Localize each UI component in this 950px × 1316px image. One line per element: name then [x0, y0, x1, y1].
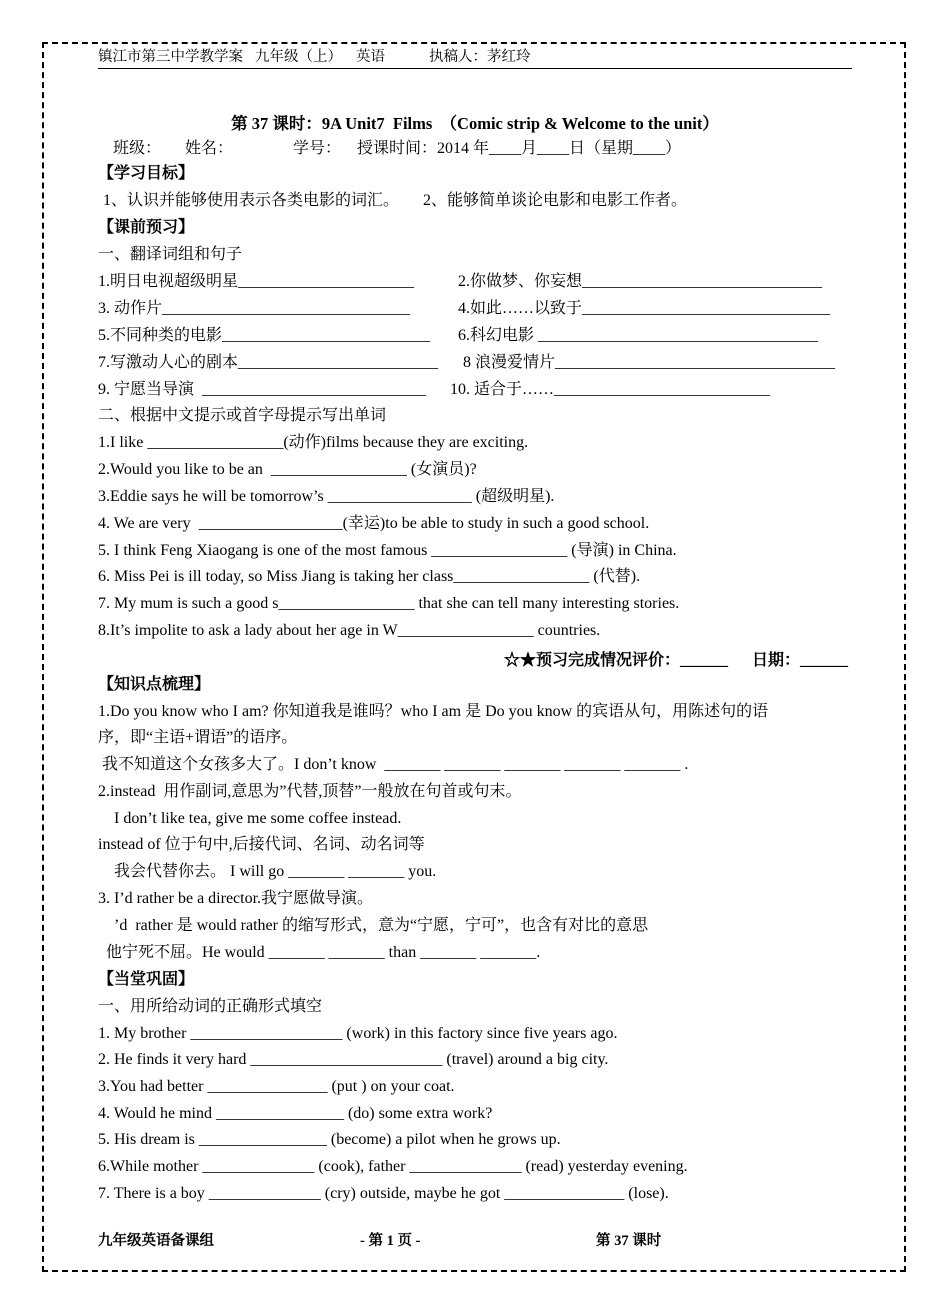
practice-heading: 【当堂巩固】	[98, 971, 195, 988]
knowledge-line-1: 1.Do you know who I am? 你知道我是谁吗？who I am 是 Do you know 的宾语从句，用陈述句的语	[98, 703, 769, 720]
knowledge-line-3: 我不知道这个女孩多大了。I don’t know _______ _______ _______ _______ _______ .	[98, 756, 689, 773]
translate-item-3: 3. 动作片_______________________________	[98, 300, 411, 317]
practice-item-7: 7. There is a boy ______________ (cry) outside, maybe he got _______________ (lose).	[98, 1185, 669, 1202]
header-grade: 九年级（上）	[255, 49, 342, 65]
preview-part2-heading: 二、根据中文提示或首字母提示写出单词	[98, 407, 387, 424]
header-author: 执稿人：茅红玲	[429, 49, 531, 65]
preview-rating: ☆★预习完成情况评价：______ 日期：______	[503, 652, 848, 669]
knowledge-line-7: 我会代替你去。 I will go _______ _______ you.	[98, 863, 437, 880]
practice-item-2: 2. He finds it very hard ________________________ (travel) around a big city.	[98, 1051, 609, 1068]
knowledge-line-2: 序，即“主语+谓语”的语序。	[98, 729, 298, 746]
translate-item-2: 2.你做梦、你妄想______________________________	[458, 273, 823, 290]
translate-item-4: 4.如此……以致于_______________________________	[458, 300, 831, 317]
translate-item-8: 8 浪漫爱情片___________________________________	[463, 354, 836, 371]
page-header	[98, 48, 852, 69]
fill-item-4: 4. We are very __________________(幸运)to be able to study in such a good school.	[98, 515, 650, 532]
lesson-title: 第 37 课时：9A Unit7 Films （Comic strip & Welcome to the unit）	[231, 114, 719, 133]
fill-item-3: 3.Eddie says he will be tomorrow’s __________________ (超级明星).	[98, 488, 555, 505]
practice-item-5: 5. His dream is ________________ (become) a pilot when he grows up.	[98, 1131, 561, 1148]
practice-item-3: 3.You had better _______________ (put ) on your coat.	[98, 1078, 455, 1095]
knowledge-line-8: 3. I’d rather be a director.我宁愿做导演。	[98, 890, 374, 907]
practice-item-6: 6.While mother ______________ (cook), father ______________ (read) yesterday evening.	[98, 1158, 688, 1175]
student-info-line: 班级： 姓名： 学号： 授课时间：2014 年____月____日（星期____）	[113, 140, 682, 157]
knowledge-heading: 【知识点梳理】	[98, 676, 211, 693]
footer-lesson: 第 37 课时	[596, 1233, 662, 1249]
fill-item-8: 8.It’s impolite to ask a lady about her age in W_________________ countries.	[98, 622, 601, 639]
fill-item-2: 2.Would you like to be an _________________ (女演员)?	[98, 461, 477, 478]
knowledge-line-4: 2.instead 用作副词,意思为”代替,顶替”一般放在句首或句末。	[98, 783, 522, 800]
practice-part1-heading: 一、用所给动词的正确形式填空	[98, 998, 323, 1015]
header-school: 镇江市第三中学教学案	[98, 49, 243, 65]
preview-heading: 【课前预习】	[98, 219, 195, 236]
translate-item-6: 6.科幻电影 ___________________________________	[458, 327, 819, 344]
footer-page-number: - 第 1 页 -	[360, 1233, 421, 1249]
fill-item-5: 5. I think Feng Xiaogang is one of the most famous _________________ (导演) in China.	[98, 542, 677, 559]
translate-item-10: 10. 适合于……___________________________	[450, 381, 771, 398]
header-subject: 英语	[356, 49, 385, 65]
knowledge-line-5: I don’t like tea, give me some coffee instead.	[98, 810, 402, 827]
objectives-text: 1、认识并能够使用表示各类电影的词汇。 2、能够简单谈论电影和电影工作者。	[103, 192, 688, 209]
translate-item-9: 9. 宁愿当导演 ____________________________	[98, 381, 427, 398]
fill-item-6: 6. Miss Pei is ill today, so Miss Jiang is taking her class_________________ (代替).	[98, 568, 641, 585]
translate-item-1: 1.明日电视超级明星______________________	[98, 273, 415, 290]
preview-part1-heading: 一、翻译词组和句子	[98, 246, 243, 263]
knowledge-line-9: ’d rather 是 would rather 的缩写形式，意为“宁愿，宁可”，也含有对比的意思	[98, 917, 649, 934]
fill-item-1: 1.I like _________________(动作)films because they are exciting.	[98, 434, 529, 451]
footer-group: 九年级英语备课组	[98, 1233, 214, 1249]
objectives-heading: 【学习目标】	[98, 165, 195, 182]
practice-item-4: 4. Would he mind ________________ (do) some extra work?	[98, 1105, 493, 1122]
knowledge-line-6: instead of 位于句中,后接代词、名词、动名词等	[98, 836, 425, 853]
translate-item-5: 5.不同种类的电影__________________________	[98, 327, 431, 344]
knowledge-line-10: 他宁死不屈。He would _______ _______ than _______ _______.	[98, 944, 541, 961]
practice-item-1: 1. My brother ___________________ (work) in this factory since five years ago.	[98, 1025, 618, 1042]
fill-item-7: 7. My mum is such a good s_________________ that she can tell many interesting stories.	[98, 595, 680, 612]
translate-item-7: 7.写激动人心的剧本_________________________	[98, 354, 439, 371]
